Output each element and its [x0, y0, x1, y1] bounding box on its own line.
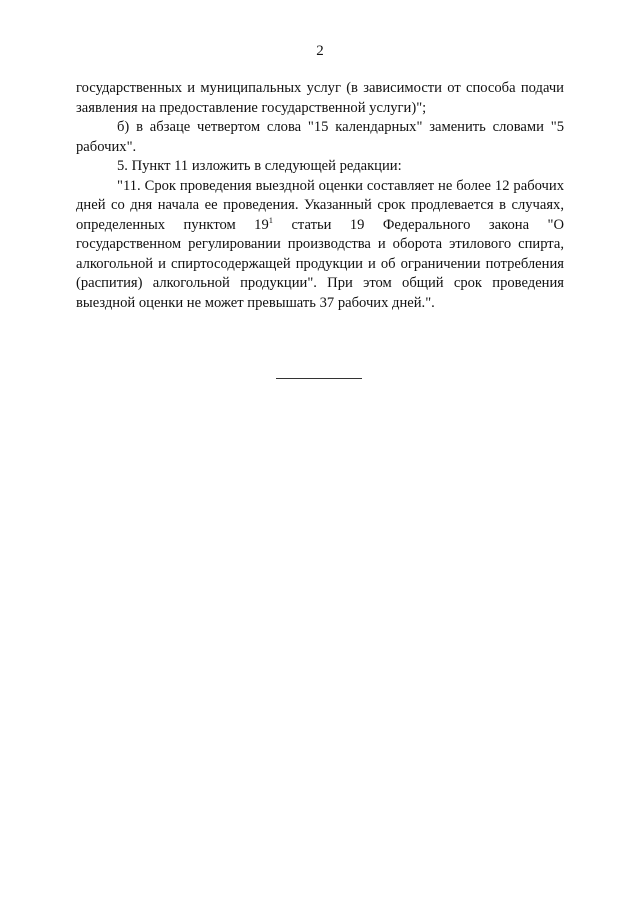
- document-body: [76, 79, 564, 313]
- paragraph-point-11-text: [76, 177, 564, 314]
- point-11-text-part1: "11. Срок проведения выездной оценки составляет не более 12 рабочих дней со дня начала ее проведения. Указанный срок продлевается в случаях, определенных пунктом 19: [76, 177, 564, 233]
- paragraph-services-continuation: государственных и муниципальных услуг (в зависимости от способа подачи заявления на предоставление государственной услуги)";: [76, 80, 564, 116]
- point-11-text-part2: статьи 19 Федерального закона "О государственном регулировании производства и оборота этилового спирта, алкогольной и спиртосодержащей продукции и об ограничении потребления (распития) алкогольной продукции". При этом общий срок проведения выездной оценки не может превышать 37 рабочих дней.".: [76, 216, 564, 311]
- end-separator-line: [276, 378, 362, 379]
- paragraph-item-b: б) в абзаце четвертом слова "15 календарных" заменить словами "5 рабочих".: [76, 119, 564, 155]
- paragraph-point-5: 5. Пункт 11 изложить в следующей редакции:: [117, 158, 402, 174]
- superscript-index: 1: [268, 214, 274, 225]
- page-number: 2: [316, 43, 324, 59]
